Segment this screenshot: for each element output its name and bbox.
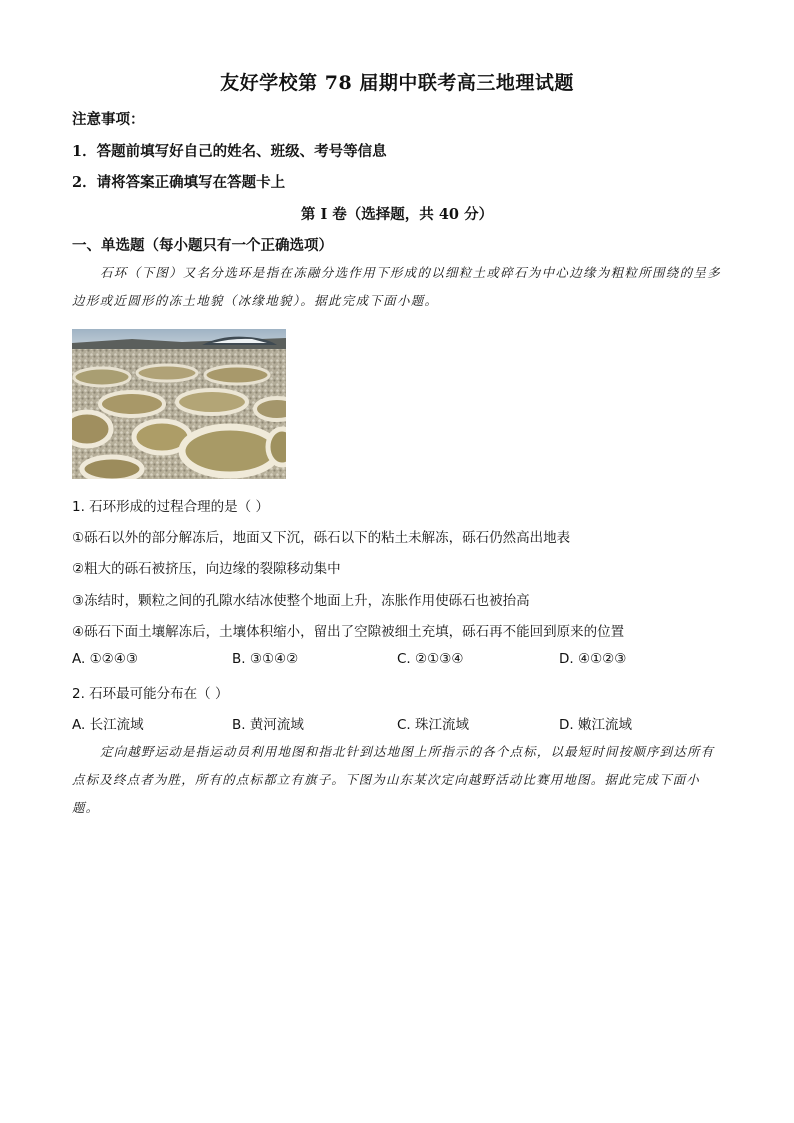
q1-option-b[interactable]: B. ③①④②: [232, 651, 299, 667]
question-1-statement-2: ②粗大的砾石被挤压，向边缘的裂隙移动集中: [72, 561, 341, 577]
passage-stone-ring: 石环（下图）又名分选环是指在冻融分选作用下形成的以细粒土或碎石为中心边缘为粗粒所围绕的呈多边形或近圆形的冻土地貌（冰缘地貌）。据此完成下面小题。: [72, 265, 722, 308]
question-2-stem: 2. 石环最可能分布在（ ）: [72, 686, 229, 702]
question-1-statement-1: ①砾石以外的部分解冻后，地面又下沉，砾石以下的粘土未解冻，砾石仍然高出地表: [72, 530, 571, 546]
question-1-stem: 1. 石环形成的过程合理的是（ ）: [72, 499, 269, 515]
q2-option-c[interactable]: C. 珠江流域: [397, 717, 470, 733]
q2-option-a[interactable]: A. 长江流域: [72, 717, 144, 733]
q1-option-d[interactable]: D. ④①②③: [559, 651, 627, 667]
question-1-statement-4: ④砾石下面土壤解冻后，土壤体积缩小，留出了空隙被细土充填，砾石再不能回到原来的位置: [72, 624, 625, 640]
page-title: 友好学校第 78 届期中联考高三地理试题: [220, 72, 574, 94]
stone-ring-photo: [72, 329, 286, 479]
section-title: 一、单选题（每小题只有一个正确选项）: [72, 237, 333, 254]
notice-heading: 注意事项：: [72, 111, 145, 128]
passage-orienteering: 定向越野运动是指运动员利用地图和指北针到达地图上所指示的各个点标，以最短时间按顺序到达所有点标及终点者为胜，所有的点标都立有旗子。下图为山东某次定向越野活动比赛用地图。据此完成下面小题。: [72, 744, 715, 815]
notice-item-1: 1．答题前填写好自己的姓名、班级、考号等信息: [72, 143, 387, 160]
q1-option-c[interactable]: C. ②①③④: [397, 651, 464, 667]
question-1-statement-3: ③冻结时，颗粒之间的孔隙水结冰使整个地面上升，冻胀作用使砾石也被抬高: [72, 593, 530, 609]
q2-option-b[interactable]: B. 黄河流域: [232, 717, 304, 733]
q1-option-a[interactable]: A. ①②④③: [72, 651, 138, 667]
notice-item-2: 2．请将答案正确填写在答题卡上: [72, 174, 286, 191]
q2-option-d[interactable]: D. 嫩江流域: [559, 717, 632, 733]
part-title: 第 I 卷（选择题，共 40 分）: [300, 206, 494, 223]
